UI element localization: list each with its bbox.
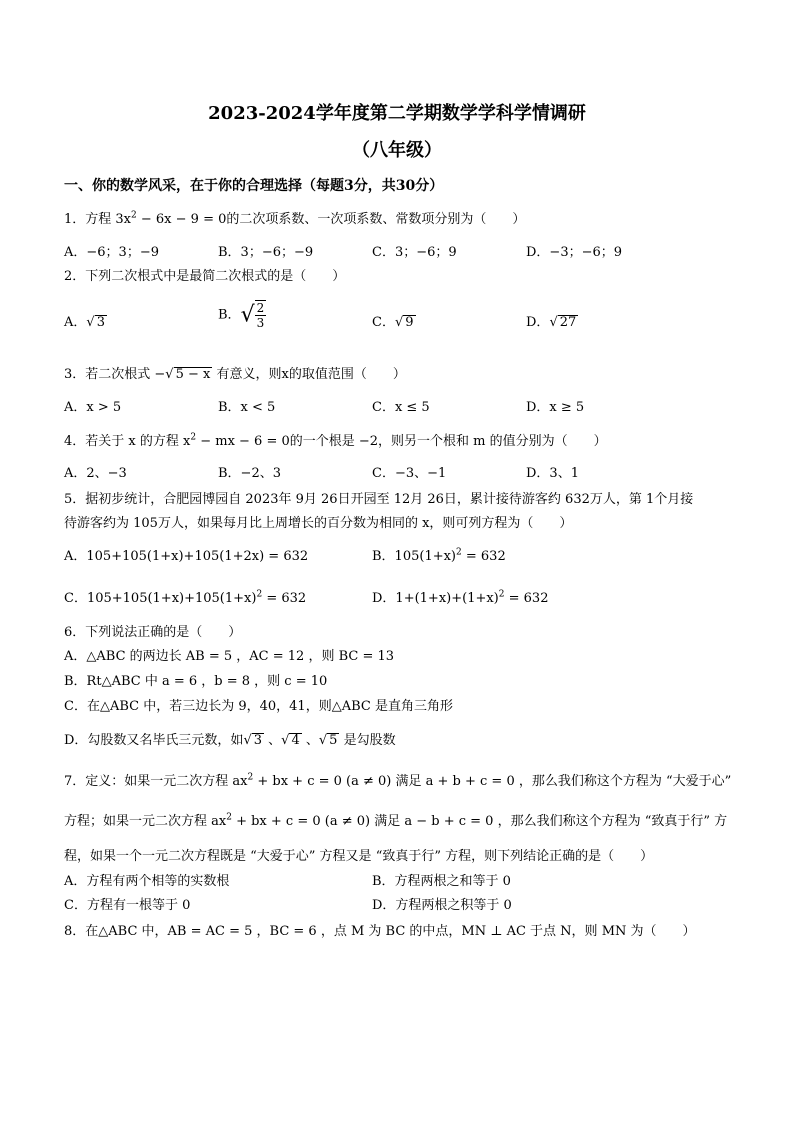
question-7-line-1: 7．定义：如果一元二次方程 $ax^2$ + bx + c = 0 (a ≠ 0) 满足 a + b + c = 0 ，那么我们称这个方程为 “大爱于心”	[64, 772, 732, 789]
question-5-line-1: 5．据初步统计，合肥园博园自 2023年 9月 26日开园至 12月 26日，累计接待游客约 632万人，第 1个月接	[64, 492, 694, 507]
q5-option-a: A．105+105(1+x)+105(1+2x) = 632	[64, 549, 309, 564]
q2-option-b: B．√ $\frac{2}{3}$	[218, 301, 265, 330]
question-4: 4．若关于 x 的方程 $x^2$ − mx − 6 = 0的一个根是 −2，则另一个根和 m 的值分别为（ ）	[64, 432, 607, 449]
q7-option-c: C．方程有一根等于 0	[64, 898, 191, 913]
question-3: 3．若二次根式 −√ 5 − x 有意义，则x的取值范围（ ）	[64, 367, 406, 382]
q3-option-a: A．x > 5	[64, 400, 122, 415]
q1-option-b: B．3；−6；−9	[218, 245, 314, 260]
q7-option-b: B．方程两根之和等于 0	[372, 874, 511, 889]
q4-option-c: C．−3、−1	[372, 466, 447, 481]
q7-option-a: A．方程有两个相等的实数根	[64, 874, 230, 889]
question-6: 6．下列说法正确的是（ ）	[64, 625, 242, 640]
q6-option-c: C．在△ABC 中，若三边长为 9，40，41，则△ABC 是直角三角形	[64, 699, 453, 714]
q5-option-c: C．$105+105(1+x)+105(1+x)^2 = 632$	[64, 589, 307, 606]
q3-option-d: D．x ≥ 5	[526, 400, 585, 415]
q3-option-b: B．x < 5	[218, 400, 276, 415]
q2-option-a: A．√ 3	[64, 315, 105, 330]
q2-option-c: C．√ 9	[372, 315, 414, 330]
q7-option-d: D．方程两根之积等于 0	[372, 898, 512, 913]
q4-option-a: A．2、−3	[64, 466, 127, 481]
q6-option-a: A．△ABC 的两边长 AB = 5 ，AC = 12 ，则 BC = 13	[64, 649, 395, 664]
q1-option-a: A．−6；3；−9	[64, 245, 159, 260]
question-8: 8．在△ABC 中，AB = AC = 5 ，BC = 6 ，点 M 为 BC 的中点，MN ⊥ AC 于点 N，则 MN 为（ ）	[64, 924, 696, 939]
q1-option-c: C．3；−6；9	[372, 245, 457, 260]
q2-fraction: $\frac{2}{3}$	[256, 301, 265, 330]
question-5-line-2: 待游客约为 105万人，如果每月比上周增长的百分数为相同的 x，则可列方程为（ ）	[64, 516, 573, 531]
q3-option-c: C．x ≤ 5	[372, 400, 430, 415]
question-2: 2．下列二次根式中是最简二次根式的是（ ）	[64, 269, 346, 284]
question-7-line-3: 程，如果一个一元二次方程既是 “大爱于心” 方程又是 “致真于行” 方程，则下列结论正确的是（ ）	[64, 849, 654, 864]
section-heading: 一、你的数学风采，在于你的合理选择（每题3分，共30分）	[64, 178, 444, 194]
q6-option-b: B．Rt△ABC 中 a = 6 ，b = 8 ，则 c = 10	[64, 674, 328, 689]
q2-option-d: D．√ 27	[526, 315, 577, 330]
q5-option-d: D．$1+(1+x)+(1+x)^2 = 632$	[372, 589, 549, 606]
grade-subtitle: （八年级）	[352, 140, 442, 161]
q4-option-b: B．−2、3	[218, 466, 281, 481]
page-title: 2023-2024学年度第二学期数学学科学情调研	[208, 103, 586, 124]
q1-option-d: D．−3；−6；9	[526, 245, 623, 260]
question-1: 1．方程 $3x^2 - 6x - 9 = 0$的二次项系数、一次项系数、常数项分别为（ ）	[64, 210, 526, 227]
q5-option-b: B．$105(1+x)^2 = 632$	[372, 547, 506, 564]
q4-option-d: D．3、1	[526, 466, 579, 481]
q6-option-d: D．勾股数又名毕氏三元数，如√ 3 、√ 4 、√ 5 是勾股数	[64, 733, 396, 748]
question-7-line-2: 方程；如果一元二次方程 $ax^2$ + bx + c = 0 (a ≠ 0) 满足 a − b + c = 0 ，那么我们称这个方程为 “致真于行” 方	[64, 812, 728, 829]
